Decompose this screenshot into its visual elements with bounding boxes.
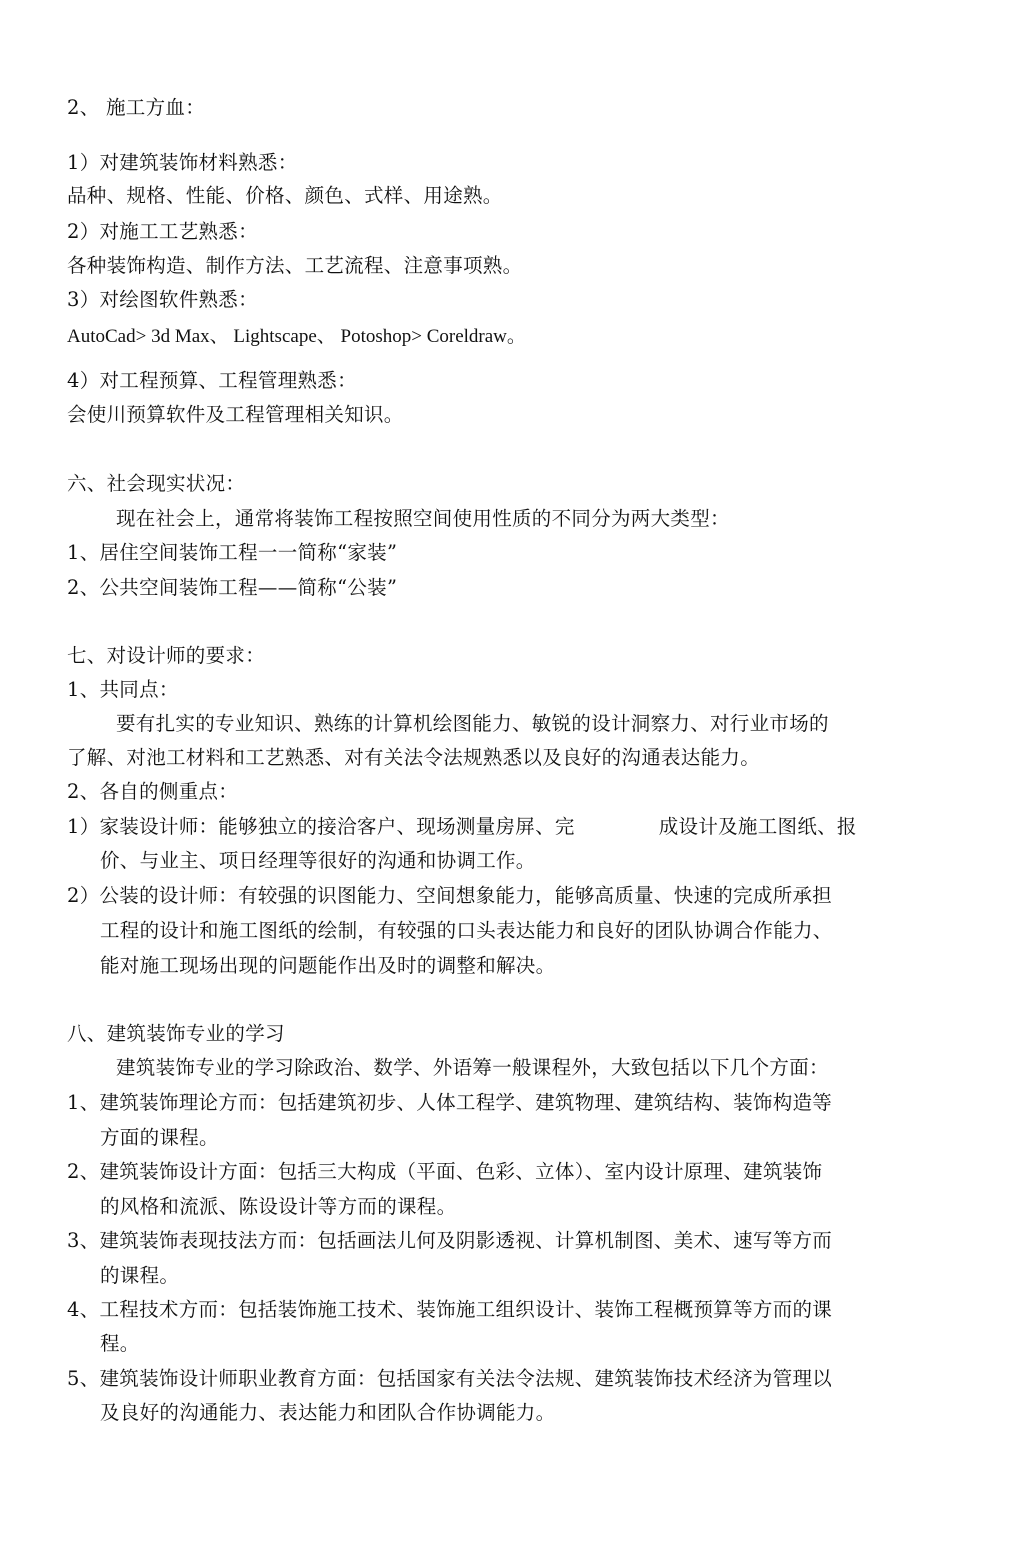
- paragraph-intro: 建筑装饰专业的学习除政治、数学、外语筹一般课程外，大致包括以下几个方面：: [116, 1056, 829, 1079]
- list-item-line: 2）公装的设计师：有较强的识图能力、空间想象能力，能够高质量、快速的完成所承担: [67, 884, 833, 907]
- list-item-line: 工程的设计和施工图纸的绘制，有较强的口头表达能力和良好的团队协调合作能力、: [100, 919, 833, 942]
- list-item-line: 的课程。: [100, 1264, 180, 1287]
- list-item-line: 5、建筑装饰设计师职业教育方面：包括国家有关法令法规、建筑装饰技术经济为管理以: [67, 1367, 833, 1390]
- paragraph-line: 要有扎实的专业知识、熟练的计算机绘图能力、敏锐的设计洞察力、对行业市场的: [116, 712, 829, 735]
- list-item-line: 能对施工现场出现的问题能作出及时的调整和解决。: [100, 954, 556, 977]
- list-item-line: 4、工程技术方而：包括装饰施工技术、装饰施工组织设计、装饰工程概预算等方而的课: [67, 1298, 833, 1321]
- list-item-line: [67, 814, 857, 840]
- software-list: AutoCad> 3d Max、 Lightscape、 Potoshop> Coreldraw。: [67, 326, 526, 347]
- list-item-line: 价、与业主、项日经理等很好的沟通和协调工作。: [100, 849, 536, 872]
- list-item-text: 成设计及施工图纸、报: [658, 815, 857, 838]
- section-heading-8: 八、建筑装饰专业的学习: [67, 1022, 285, 1045]
- list-item-label: 1）对建筑装饰材料熟悉：: [67, 151, 298, 174]
- section-heading-7: 七、对设计师的要求：: [67, 644, 266, 667]
- list-item-detail: 各种装饰构造、制作方法、工艺流程、注意事项熟。: [67, 254, 523, 277]
- list-item-line: 2、建筑装饰设计方面：包括三大构成（平面、色彩、立体）、室内设计原理、建筑装饰: [67, 1160, 823, 1183]
- list-item-line: 程。: [100, 1332, 140, 1355]
- list-item-label: 2）对施工工艺熟悉：: [67, 220, 258, 243]
- list-item-line: 3、建筑装饰表现技法方而：包括画法儿何及阴影透视、计算机制图、美术、速写等方而: [67, 1229, 833, 1252]
- subsection-heading-construction: 2、 施工方血：: [67, 96, 206, 119]
- subsection-heading-focus: 2、各自的侧重点：: [67, 780, 239, 803]
- list-item-label: 3）对绘图软件熟悉：: [67, 288, 258, 311]
- paragraph-line: 了解、对池工材料和工艺熟悉、对有关法令法规熟悉以及良好的沟通表达能力。: [67, 746, 761, 769]
- subsection-heading-common: 1、共同点：: [67, 678, 179, 701]
- list-item-line: 及良好的沟通能力、表达能力和团队合作协调能力。: [100, 1401, 556, 1424]
- list-item-line: 1、建筑装饰理论方而：包括建筑初步、人体工程学、建筑物理、建筑结构、装饰构造等: [67, 1091, 833, 1114]
- list-item-line: 方面的课程。: [100, 1126, 219, 1149]
- paragraph-intro: 现在社会上，通常将装饰工程按照空间使用性质的不同分为两大类型：: [116, 507, 730, 530]
- section-heading-6: 六、社会现实状况：: [67, 472, 246, 495]
- list-item: 1、居住空间装饰工程一一简称“家装”: [67, 541, 398, 564]
- list-item-label: 4）对工程预算、工程管理熟悉：: [67, 369, 357, 392]
- list-item: 2、公共空间装饰工程——简称“公装”: [67, 576, 398, 599]
- list-item-text: 1）家装设计师：能够独立的接洽客户、现场测量房屏、完: [67, 815, 575, 838]
- list-item-detail: 会使川预算软件及工程管理相关知识。: [67, 403, 404, 426]
- list-item-line: 的风格和流派、陈设设计等方而的课程。: [100, 1195, 457, 1218]
- list-item-detail: 品种、规格、性能、价格、颜色、式样、用途熟。: [67, 184, 503, 207]
